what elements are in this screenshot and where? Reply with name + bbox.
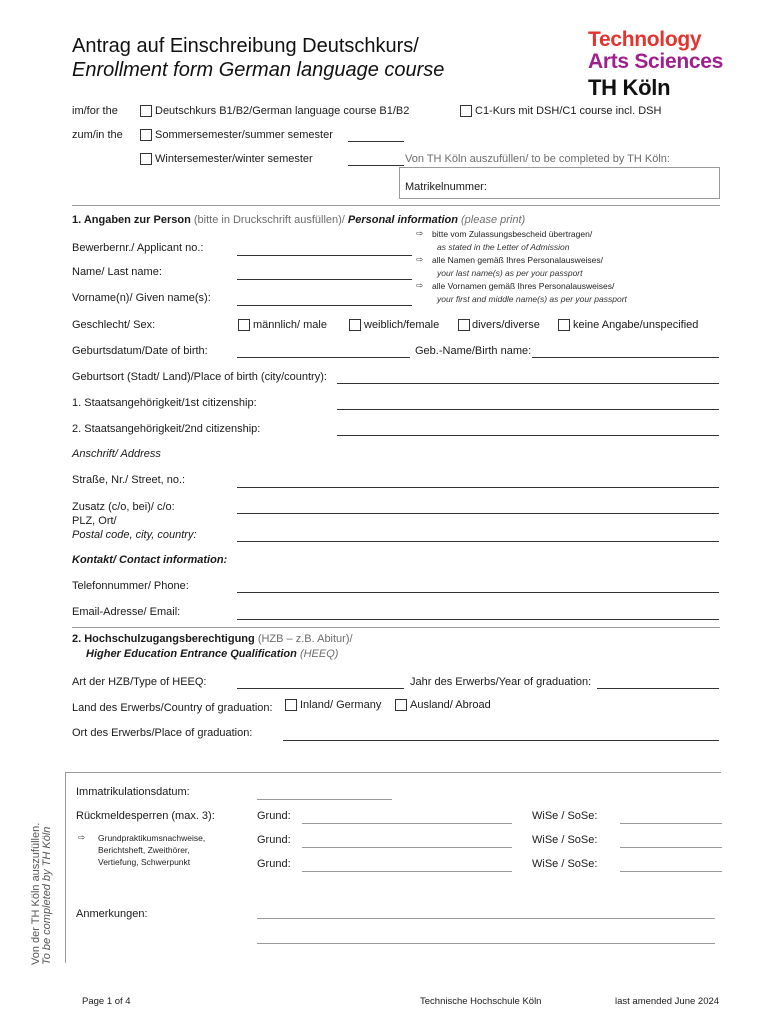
applicant-no-field[interactable]: [237, 255, 412, 256]
reason-field[interactable]: [302, 847, 512, 848]
semester-field[interactable]: [620, 823, 722, 824]
address-heading: Anschrift/ Address: [72, 448, 161, 460]
holds-note: Grundpraktikumsnachweise, Berichtsheft, Zweithörer, Vertiefung, Schwerpunkt: [98, 833, 206, 867]
birth-name-label: Geb.-Name/Birth name:: [415, 345, 532, 357]
arrow-icon: ⇨: [416, 254, 424, 264]
reason-label: Grund:: [257, 810, 291, 822]
vertical-note-en: To be completed by TH Köln: [41, 826, 53, 965]
dob-field[interactable]: [237, 357, 410, 358]
email-label: Email-Adresse/ Email:: [72, 606, 181, 618]
summer-semester-label: Sommersemester/summer semester: [155, 129, 333, 141]
summer-year-field[interactable]: [348, 141, 404, 142]
winter-semester-label: Wintersemester/winter semester: [155, 153, 313, 165]
logo-line-thkoeln: TH Köln: [588, 75, 671, 100]
footer-amended: last amended June 2024: [615, 996, 720, 1007]
phone-label: Telefonnummer/ Phone:: [72, 580, 189, 592]
female-checkbox[interactable]: [349, 319, 361, 331]
grad-place-field[interactable]: [283, 740, 719, 741]
reason-label: Grund:: [257, 858, 291, 870]
page-title-de: Antrag auf Einschreibung Deutschkurs/: [72, 35, 419, 57]
heeq-type-field[interactable]: [237, 688, 404, 689]
co-label: Zusatz (c/o, bei)/ c/o:: [72, 501, 175, 513]
logo-line-arts-sciences: Arts Sciences: [588, 50, 724, 73]
abroad-checkbox[interactable]: [395, 699, 407, 711]
reason-label: Grund:: [257, 834, 291, 846]
for-label: im/for the: [72, 105, 118, 117]
summer-semester-checkbox[interactable]: [140, 129, 152, 141]
male-label: männlich/ male: [253, 319, 327, 331]
sex-label: Geschlecht/ Sex:: [72, 319, 156, 331]
semester-label: WiSe / SoSe:: [532, 858, 598, 870]
applicant-no-label: Bewerbernr./ Applicant no.:: [72, 242, 204, 254]
germany-label: Inland/ Germany: [300, 699, 382, 711]
male-checkbox[interactable]: [238, 319, 250, 331]
given-names-field[interactable]: [237, 305, 412, 306]
contact-heading: Kontakt/ Contact information:: [72, 554, 228, 566]
pob-field[interactable]: [337, 383, 719, 384]
course-b1b2-label: Deutschkurs B1/B2/German language course B1/B2: [155, 105, 410, 117]
plz-label: PLZ, Ort/: [72, 515, 117, 527]
holds-label: Rückmeldesperren (max. 3):: [76, 810, 215, 822]
remarks-field[interactable]: [257, 943, 715, 944]
note1a: bitte vom Zulassungsbescheid übertragen/: [432, 229, 593, 239]
note2a: alle Namen gemäß Ihres Personalausweises/: [432, 255, 604, 265]
phone-field[interactable]: [237, 592, 719, 593]
arrow-icon: ⇨: [416, 280, 424, 290]
th-note: Von TH Köln auszufüllen/ to be completed by TH Köln:: [405, 153, 670, 165]
grad-year-field[interactable]: [597, 688, 719, 689]
diverse-label: divers/diverse: [472, 319, 540, 331]
logo: [588, 29, 723, 99]
page-title-en: Enrollment form German language course: [72, 59, 445, 81]
immat-date-field[interactable]: [257, 799, 392, 800]
street-label: Straße, Nr./ Street, no.:: [72, 474, 186, 486]
course-b1b2-checkbox[interactable]: [140, 105, 152, 117]
birth-name-field[interactable]: [532, 357, 719, 358]
abroad-label: Ausland/ Abroad: [410, 699, 491, 711]
semester-label: WiSe / SoSe:: [532, 810, 598, 822]
citizenship1-label: 1. Staatsangehörigkeit/1st citizenship:: [72, 397, 257, 409]
citizenship2-field[interactable]: [337, 435, 719, 436]
heeq-type-label: Art der HZB/Type of HEEQ:: [72, 676, 207, 688]
reason-field[interactable]: [302, 871, 512, 872]
given-names-label: Vorname(n)/ Given name(s):: [72, 292, 211, 304]
course-c1-label: C1-Kurs mit DSH/C1 course incl. DSH: [475, 105, 662, 117]
semester-label: WiSe / SoSe:: [532, 834, 598, 846]
note2b: your last name(s) as per your passport: [437, 268, 583, 278]
reason-field[interactable]: [302, 823, 512, 824]
winter-semester-checkbox[interactable]: [140, 153, 152, 165]
note1b: as stated in the Letter of Admission: [437, 242, 570, 252]
semester-field[interactable]: [620, 871, 722, 872]
postal-field[interactable]: [237, 541, 719, 542]
arrow-icon: ⇨: [416, 228, 424, 238]
citizenship1-field[interactable]: [337, 409, 719, 410]
course-c1-checkbox[interactable]: [460, 105, 472, 117]
grad-place-label: Ort des Erwerbs/Place of graduation:: [72, 727, 253, 739]
winter-year-field[interactable]: [348, 165, 404, 166]
section2-heading: 2. Hochschulzugangsberechtigung (HZB – z.B. Abitur)/: [72, 633, 353, 645]
divider: [72, 205, 720, 206]
germany-checkbox[interactable]: [285, 699, 297, 711]
note3a: alle Vornamen gemäß Ihres Personalausweises/: [432, 281, 615, 291]
arrow-icon: ⇨: [78, 832, 86, 842]
matrikel-label: Matrikelnummer:: [405, 181, 487, 193]
email-field[interactable]: [237, 619, 719, 620]
divider: [72, 627, 720, 628]
pob-label: Geburtsort (Stadt/ Land)/Place of birth (city/country):: [72, 371, 327, 383]
remarks-label: Anmerkungen:: [76, 908, 148, 920]
unspecified-checkbox[interactable]: [558, 319, 570, 331]
grad-country-label: Land des Erwerbs/Country of graduation:: [72, 702, 273, 714]
street-field[interactable]: [237, 487, 719, 488]
remarks-field[interactable]: [257, 918, 715, 919]
grad-year-label: Jahr des Erwerbs/Year of graduation:: [410, 676, 592, 688]
citizenship2-label: 2. Staatsangehörigkeit/2nd citizenship:: [72, 423, 261, 435]
section2-heading-en: Higher Education Entrance Qualification (HEEQ): [86, 648, 339, 660]
logo-line-technology: Technology: [588, 28, 702, 51]
footer-page: Page 1 of 4: [82, 996, 131, 1007]
co-field[interactable]: [237, 513, 719, 514]
office-vertical-note: [30, 823, 53, 965]
last-name-label: Name/ Last name:: [72, 266, 162, 278]
diverse-checkbox[interactable]: [458, 319, 470, 331]
note3b: your first and middle name(s) as per your passport: [437, 294, 627, 304]
dob-label: Geburtsdatum/Date of birth:: [72, 345, 208, 357]
immat-date-label: Immatrikulationsdatum:: [76, 786, 190, 798]
postal-label: Postal code, city, country:: [72, 529, 197, 541]
section1-heading: 1. Angaben zur Person (bitte in Druckschrift ausfüllen)/ Personal information (please print): [72, 214, 526, 226]
unspecified-label: keine Angabe/unspecified: [573, 319, 699, 331]
semester-field[interactable]: [620, 847, 722, 848]
female-label: weiblich/female: [364, 319, 440, 331]
vertical-note-de: Von der TH Köln auszufüllen.: [30, 822, 42, 965]
in-label: zum/in the: [72, 129, 123, 141]
footer-school: Technische Hochschule Köln: [420, 996, 542, 1007]
last-name-field[interactable]: [237, 279, 412, 280]
